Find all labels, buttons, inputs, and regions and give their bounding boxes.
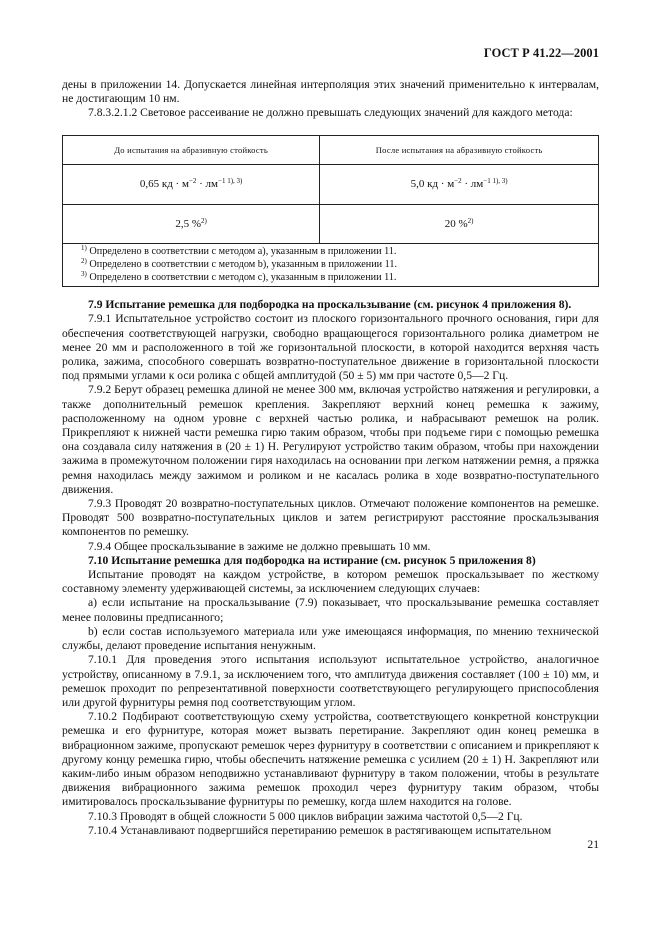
- table-cell-after-percent: 20 %$^{2)}$: [320, 204, 599, 243]
- page-content: [62, 78, 599, 838]
- paragraph-7-10-2: 7.10.2 Подбирают соответствующую схему устройства, соответствующего конкретной конструкции ремешка и его фурнитуре, которая может вызвать перетирание. Закрепляют один конец ремешка в вибрационном зажиме, пропускают ремешок через фурнитуру в соответствии с описанием и прикрепляют к другому концу ремешка гирю, чтобы обеспечить натяжение ремешка с усилием (20 ± 1) Н. Закрепляют или каким-либо иным образом неподвижно устанавливают фурнитуру в таком положении, чтобы в результате движения вибрационного зажима ремешок проходил через фурнитуру таким образом, чтобы имитировалось проскальзывание фурнитуры по ремешку, когда шлем находится на голове.: [62, 710, 599, 809]
- page-number: 21: [587, 838, 599, 851]
- footnote-3: $^{3)}$ Определено в соответствии с методом c), указанным в приложении 11.: [81, 270, 397, 284]
- paragraph-7-10-3: 7.10.3 Проводят в общей сложности 5 000 циклов вибрации зажима частотой 0,5—2 Гц.: [88, 809, 523, 823]
- paragraph-7-10-4: 7.10.4 Устанавливают подвергшийся перетиранию ремешок в растягивающем испытательном: [88, 823, 552, 837]
- paragraph-intro-continuation: дены в приложении 14. Допускается линейная интерполяция этих значений применительно к интервалам, не достигающим 10 нм.: [62, 78, 599, 106]
- paragraph-7-10-b: b) если состав используемого материала или уже имеющаяся информация, по мнению технической службы, делают проведение испытания ненужным.: [62, 624, 599, 653]
- table-cell-after-luminance: 5,0 кд · $м^{-2} \cdot лм^{-1 1), 3)}$: [320, 164, 599, 204]
- paragraph-7-10-1: 7.10.1 Для проведения этого испытания используют испытательное устройство, аналогичное устройству, описанному в 7.9.1, за исключением того, что амплитуда движения составляет (100 ± 10) мм, и ремешок проходит по репрезентативной поверхности соответствующего регулирующего приспособления или другой фурнитуры ремня под соответствующим углом.: [62, 653, 599, 709]
- paragraph-7-9-1: 7.9.1 Испытательное устройство состоит из плоского горизонтального прочного основания, гири для обеспечения соответствующей нагрузки, свободно вращающегося горизонтального ролика диаметром не менее 20 мм и расположенного в той же горизонтальной плоскости, в которой находится верхняя часть ролика, зажима, способного совершать возвратно-поступательное движение в горизонтальной плоскости под прямыми углами к оси ролика с общей амплитудой (50 ± 5) мм при частоте 0,5—2 Гц.: [62, 312, 599, 383]
- paragraph-7-10: Испытание проводят на каждом устройстве, в котором ремешок проскальзывает по жесткому составному элементу удерживающей системы, за исключением следующих случаев:: [62, 568, 599, 596]
- light-scattering-table: [62, 135, 599, 288]
- section-heading-7-9: 7.9 Испытание ремешка для подбородка на проскальзывание (см. рисунок 4 приложения 8).: [88, 298, 572, 312]
- table-footnotes: [63, 243, 599, 287]
- section-heading-7-10: 7.10 Испытание ремешка для подбородка на истирание (см. рисунок 5 приложения 8): [88, 553, 536, 567]
- paragraph-7-9-2: 7.9.2 Берут образец ремешка длиной не менее 300 мм, включая устройство натяжения и регулировки, а также дополнительный ремешок крепления. Закрепляют верхний конец ремешка к зажиму, расположенному на одном уровне с верхней частью ролика, и набрасывают ремешок на ролик. Прикрепляют к нижней части ремешка гирю таким образом, чтобы при подъеме гири с помощью ремешка она создавала силу натяжения в (20 ± 1) Н. Регулируют устройство таким образом, чтобы при нахождении зажима в промежуточном положении гиря находилась на основании при легком натяжении ремня, а пряжка ремня находилась между зажимом и роликом и не касалась ролика в ходе возвратно-поступательного движения.: [62, 383, 599, 496]
- footnote-1: $^{1)}$ Определено в соответствии с методом a), указанным в приложении 11.: [81, 243, 397, 257]
- paragraph-7-9-3: 7.9.3 Проводят 20 возвратно-поступательных циклов. Отмечают положение компонентов на ремешке. Проводят 500 возвратно-поступательных циклов и затем регистрируют расстояние проскальзывания компонентов по ремешку.: [62, 497, 599, 539]
- table-header-before: До испытания на абразивную стойкость: [63, 135, 320, 164]
- table-cell-before-luminance: 0,65 кд · $м^{-2} \cdot лм^{-1 1), 3)}$: [63, 164, 320, 204]
- footnote-2: $^{2)}$ Определено в соответствии с методом b), указанным в приложении 11.: [81, 256, 398, 270]
- paragraph-7-9-4: 7.9.4 Общее проскальзывание в зажиме не должно превышать 10 мм.: [88, 539, 431, 553]
- table-header-after: После испытания на абразивную стойкость: [320, 135, 599, 164]
- table-cell-before-percent: 2,5 %$^{2)}$: [63, 204, 320, 243]
- document-header: ГОСТ Р 41.22—2001: [483, 46, 599, 60]
- paragraph-7-10-a: а) если испытание на проскальзывание (7.9) показывает, что проскальзывание ремешка составляет менее половины предписанного;: [62, 596, 599, 624]
- paragraph-7-8-3-2-1-2: 7.8.3.2.1.2 Световое рассеивание не должно превышать следующих значений для каждого метода:: [88, 106, 573, 120]
